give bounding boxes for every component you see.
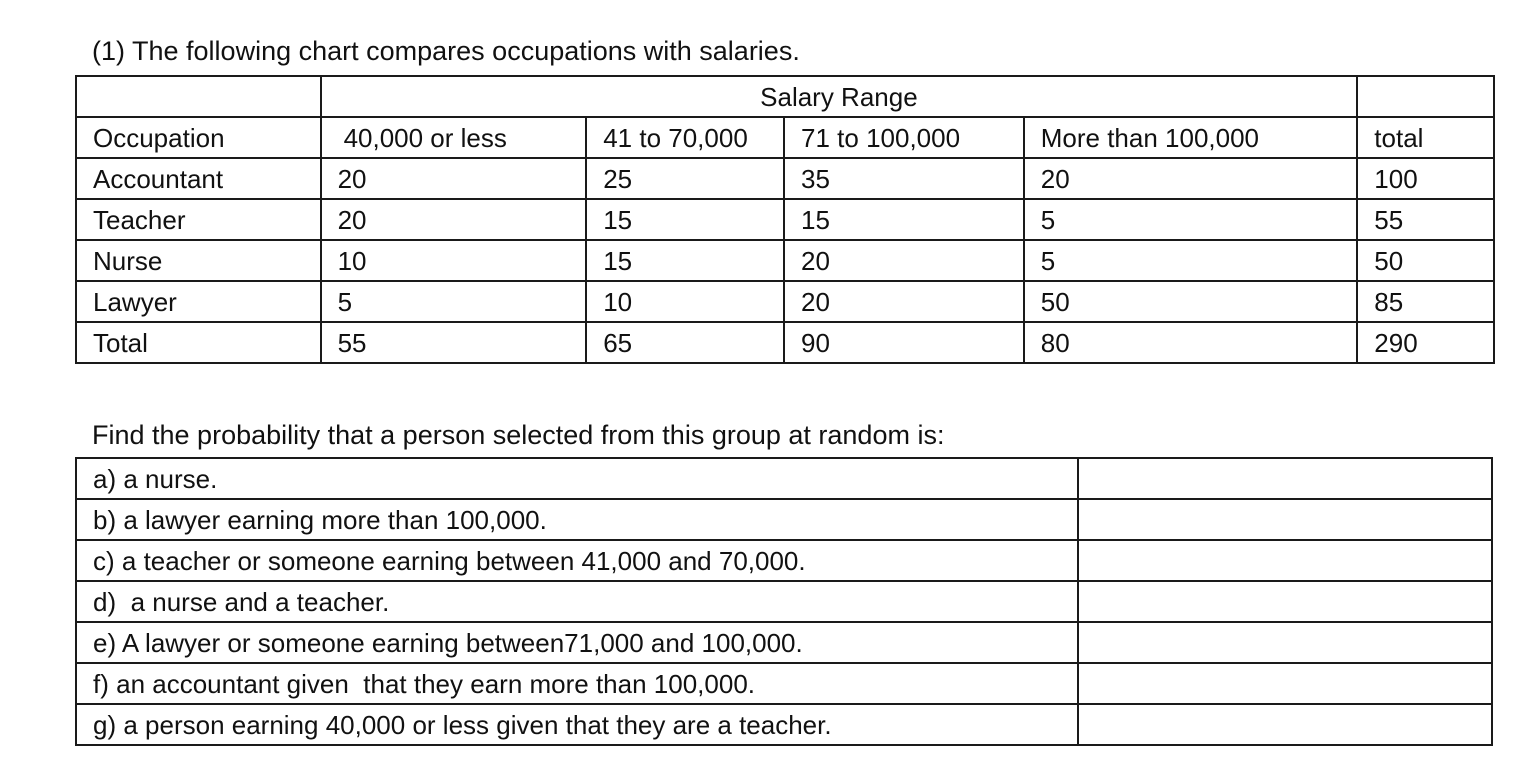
question-row xyxy=(76,663,1492,704)
row-label: Total xyxy=(76,322,321,363)
table-row xyxy=(76,158,1494,199)
question-table xyxy=(75,457,1493,746)
table-cell: 20 xyxy=(321,158,587,199)
table-cell: 85 xyxy=(1357,281,1494,322)
table-cell: 10 xyxy=(321,240,587,281)
answer-cell[interactable] xyxy=(1078,622,1492,663)
table-cell: 20 xyxy=(321,199,587,240)
answer-cell[interactable] xyxy=(1078,663,1492,704)
table-cell: 5 xyxy=(1024,240,1358,281)
table-cell: 20 xyxy=(784,281,1024,322)
salary-table xyxy=(75,75,1495,364)
table-cell: 80 xyxy=(1024,322,1358,363)
answer-cell[interactable] xyxy=(1078,499,1492,540)
question-text: f) an accountant given that they earn more than 100,000. xyxy=(76,663,1078,704)
question-row xyxy=(76,499,1492,540)
question-row xyxy=(76,540,1492,581)
column-header: total xyxy=(1357,117,1494,158)
empty-header-cell xyxy=(1357,76,1494,117)
table-cell: 20 xyxy=(1024,158,1358,199)
salary-range-header: Salary Range xyxy=(321,76,1358,117)
column-header-row xyxy=(76,117,1494,158)
question-text: a) a nurse. xyxy=(76,458,1078,499)
table-cell: 90 xyxy=(784,322,1024,363)
intro-text: (1) The following chart compares occupations with salaries. xyxy=(92,36,800,66)
row-label: Nurse xyxy=(76,240,321,281)
table-cell: 15 xyxy=(586,240,784,281)
empty-header-cell xyxy=(76,76,321,117)
group-header-row xyxy=(76,76,1494,117)
table-cell: 20 xyxy=(784,240,1024,281)
table-cell: 15 xyxy=(784,199,1024,240)
table-cell: 50 xyxy=(1357,240,1494,281)
row-label: Accountant xyxy=(76,158,321,199)
table-cell: 35 xyxy=(784,158,1024,199)
question-text: g) a person earning 40,000 or less given that they are a teacher. xyxy=(76,704,1078,745)
question-intro-text: Find the probability that a person selected from this group at random is: xyxy=(92,420,945,450)
table-cell: 100 xyxy=(1357,158,1494,199)
answer-cell[interactable] xyxy=(1078,458,1492,499)
question-row xyxy=(76,458,1492,499)
table-cell: 65 xyxy=(586,322,784,363)
table-row xyxy=(76,199,1494,240)
answer-cell[interactable] xyxy=(1078,581,1492,622)
table-cell: 5 xyxy=(1024,199,1358,240)
question-text: e) A lawyer or someone earning between71,000 and 100,000. xyxy=(76,622,1078,663)
total-row xyxy=(76,322,1494,363)
row-label: Teacher xyxy=(76,199,321,240)
table-cell: 55 xyxy=(1357,199,1494,240)
table-row xyxy=(76,240,1494,281)
question-text: d) a nurse and a teacher. xyxy=(76,581,1078,622)
answer-cell[interactable] xyxy=(1078,704,1492,745)
column-header: 41 to 70,000 xyxy=(586,117,784,158)
table-cell: 55 xyxy=(321,322,587,363)
column-header: More than 100,000 xyxy=(1024,117,1358,158)
column-header: Occupation xyxy=(76,117,321,158)
table-cell: 15 xyxy=(586,199,784,240)
table-cell: 25 xyxy=(586,158,784,199)
answer-cell[interactable] xyxy=(1078,540,1492,581)
table-row xyxy=(76,281,1494,322)
table-cell: 10 xyxy=(586,281,784,322)
column-header: 71 to 100,000 xyxy=(784,117,1024,158)
question-row xyxy=(76,581,1492,622)
question-text: b) a lawyer earning more than 100,000. xyxy=(76,499,1078,540)
column-header: 40,000 or less xyxy=(321,117,587,158)
question-row xyxy=(76,622,1492,663)
question-text: c) a teacher or someone earning between 41,000 and 70,000. xyxy=(76,540,1078,581)
table-cell: 50 xyxy=(1024,281,1358,322)
row-label: Lawyer xyxy=(76,281,321,322)
table-cell: 5 xyxy=(321,281,587,322)
table-cell: 290 xyxy=(1357,322,1494,363)
question-row xyxy=(76,704,1492,745)
